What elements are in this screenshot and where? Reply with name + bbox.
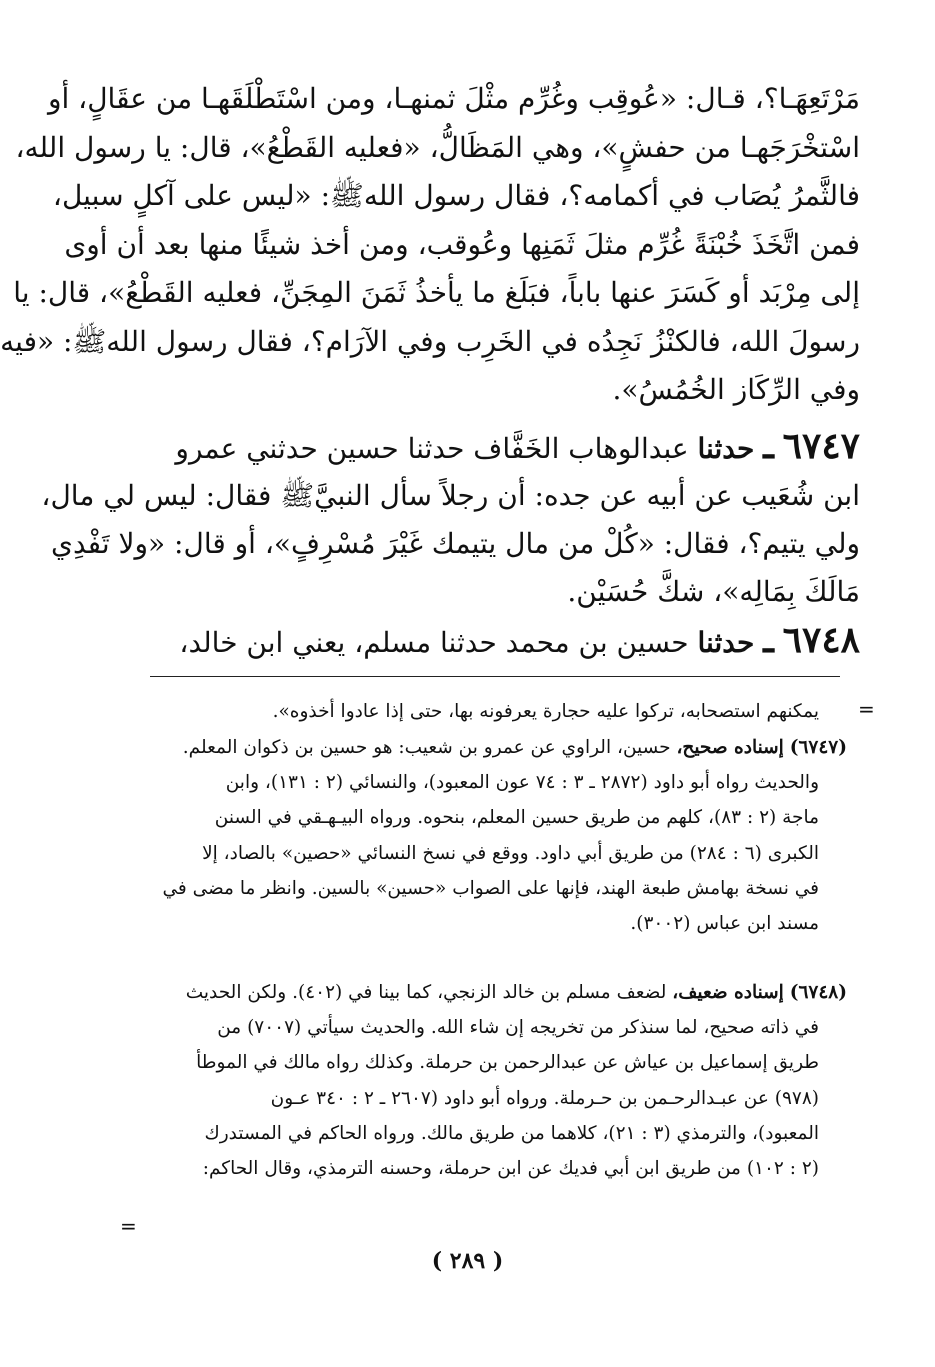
text-line: اسْتخْرَجَهـا من حفشٍ»، وهي المَظَالُّ، «فعليه القَطْعُ»، قال: يا رسول الله، — [15, 130, 860, 164]
hadith-number: ٦٧٤٧ — [782, 425, 860, 467]
text-line: ولي يتيم؟، فقال: «كُلْ من مال يتيمك غَيْرَ مُسْرِفٍ»، أو قال: «ولا تَفْدِي — [51, 527, 860, 560]
main-text — [0, 75, 860, 415]
footnote-number: (٦٧٤٧) — [789, 737, 847, 758]
footnote-text: حسين، الراوي عن عمرو بن شعيب: هو حسين بن ذكوان المعلم. — [182, 737, 671, 758]
hadith-6748-first-line — [130, 614, 860, 666]
footnote-continuation — [122, 694, 847, 729]
footnote-6747-body — [122, 765, 847, 941]
text-line: مَالَكَ بِمَالِه»، شكَّ حُسَيْن. — [567, 575, 860, 608]
hadith-6747 — [41, 420, 860, 616]
text-line: فمن اتَّخَذَ خُبْنَةً غُرِّم مثلَ ثَمَنِها وعُوقب، ومن أخذ شيئًا منها بعد أن أوى — [64, 227, 860, 261]
text-line: ماجة (٢ : ٨٣)، كلهم من طريق حسين المعلم، بنحوه. ورواه البيـهـقي في السنن — [214, 807, 819, 829]
text-line: مَرْتَعِهَـا؟، قـال: «عُوقِب وغُرِّم مثْلَ ثمنهـا، ومن اسْتَطْلَقَهـا من عقَالٍ، أو — [47, 82, 860, 115]
hadith-text: عبدالوهاب الخَفَّاف حدثنا حسين حدثني عمرو — [175, 432, 689, 465]
text-line: إلى مِرْبَد أو كَسَرَ عنها باباً، فبَلَغ ما يأخذُ ثَمَنَ المِجَنِّ، فعليه القَطْعُ»، قال: يا — [13, 276, 860, 309]
text-line: الكبرى (٦ : ٢٨٤) من طريق أبي داود. ووقع في نسخ النسائي «حصين» بالصاد، إلا — [202, 842, 819, 864]
footnote-6748-body — [122, 1010, 847, 1186]
text-line: وفي الرِّكَاز الخُمُسُ». — [612, 373, 860, 406]
hadith-6748 — [130, 614, 860, 666]
text-line: مسند ابن عباس (٣٠٠٢). — [630, 912, 819, 934]
text-line: والحديث رواه أبو داود (٢٨٧٢ ـ ٣ : ٧٤ عون المعبود)، والنسائي (٢ : ١٣١)، وابن — [225, 772, 819, 794]
text-line: في ذاته صحيح، لما سنذكر من تخريجه إن شاء الله. والحديث سيأتي (٧٠٠٧) من — [217, 1017, 819, 1039]
hadith-6747-first-line — [130, 420, 860, 472]
text-line: رسولَ الله، فالكنْزُ نَجِدُه في الخَرِب وفي الآرَام؟، فقال رسول اللهﷺ: «فيه — [0, 324, 860, 358]
dash: ـ — [763, 619, 774, 661]
footnote-separator — [150, 676, 840, 677]
hadith-number: ٦٧٤٨ — [782, 619, 860, 661]
text-line: المعبود)، والترمذي (٣ : ٢١)، كلاهما من طريق مالك. ورواه الحاكم في المستدرك — [204, 1122, 819, 1144]
text-line: فالثَّمرُ يُصَاب في أكمامه؟، فقال رسول اللهﷺ: «ليس على آكلٍ سبيل، — [52, 179, 860, 212]
text-line: (٩٧٨) عن عبـدالرحـمن بن حـرملة. ورواه أبو داود (٢٦٠٧ ـ ٢ : ٣٤٠ عـون — [270, 1087, 819, 1109]
footnote-number: (٦٧٤٨) — [789, 982, 847, 1003]
hadith-text: حسين بن محمد حدثنا مسلم، يعني ابن خالد، — [179, 626, 689, 659]
page-number: ( ٢٨٩ ) — [431, 1248, 504, 1274]
continuation-marker: = — [858, 697, 875, 721]
hadith-keyword: حدثنا — [697, 432, 755, 465]
footnote-first-line — [122, 975, 847, 1010]
footnote-line: يمكنهم استصحابه، تركوا عليه حجارة يعرفونه بها، حتى إذا عادوا أخذوه». — [272, 701, 819, 722]
continuation-marker: = — [120, 1214, 137, 1238]
footnote-6747 — [122, 730, 847, 941]
footnote-verdict: إسناده ضعيف، — [672, 982, 784, 1003]
text-line: في نسخة بهامش طبعة الهند، فإنها على الصواب «حسين» بالسين. وانظر ما مضى في — [162, 877, 819, 899]
footnote-verdict: إسناده صحيح، — [676, 737, 784, 758]
hadith-keyword: حدثنا — [697, 626, 755, 659]
dash: ـ — [763, 425, 774, 467]
paragraph-continuation — [0, 75, 860, 415]
footnote-6748 — [122, 975, 847, 1186]
footnote-text: لضعف مسلم بن خالد الزنجي، كما بينا في (٤٠٢). ولكن الحديث — [185, 982, 667, 1003]
text-line: (٢ : ١٠٢) من طريق ابن أبي فديك عن ابن حرملة، وحسنه الترمذي، وقال الحاكم: — [202, 1157, 819, 1179]
text-line: ابن شُعَيب عن أبيه عن جده: أن رجلاً سأل النبيَّﷺ فقال: ليس لي مال، — [41, 479, 860, 512]
text-line: طريق إسماعيل بن عياش عن عبدالرحمن بن حرملة. وكذلك رواه مالك في الموطأ — [196, 1052, 819, 1074]
footnote-first-line — [122, 730, 847, 765]
hadith-6747-body — [41, 472, 860, 616]
